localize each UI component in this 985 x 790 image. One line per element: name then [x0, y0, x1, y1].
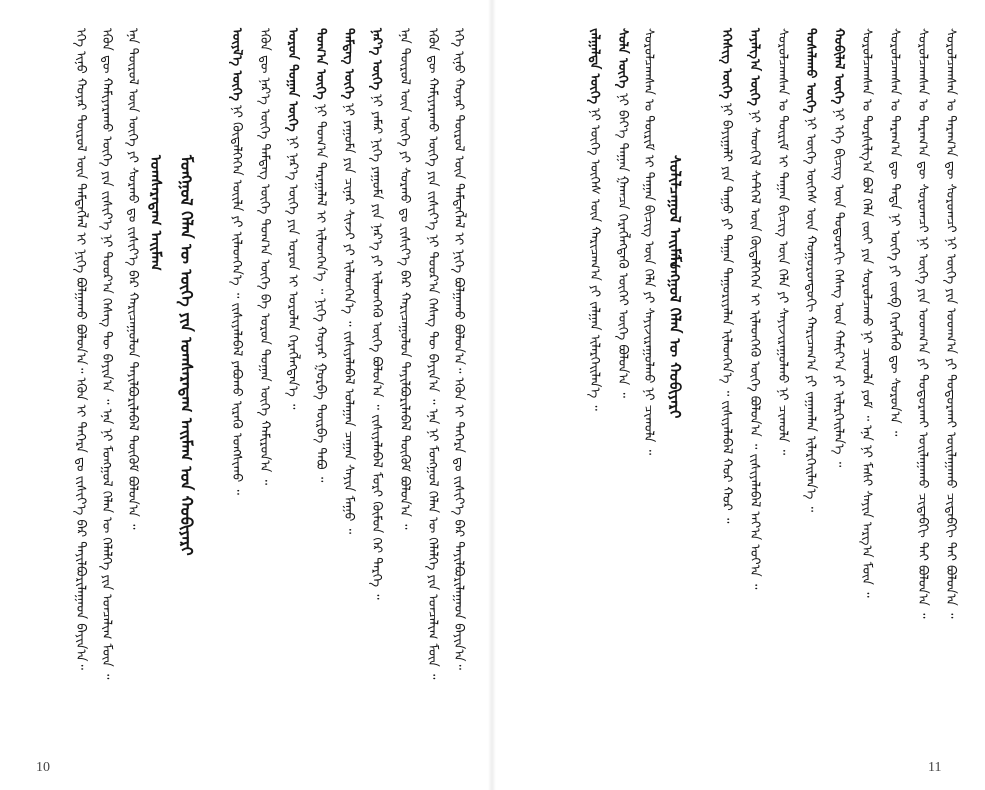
text-column: ᠡᠭᠦᠨ ᠳᠦ ᠨᠡᠷ᠎ᠡ ᠦᠭᠡ ᠲᠡᠮᠳᠡᠭ ᠦᠭᠡ ᠲᠣᠭ᠎ᠠ ᠦᠭᠡ ᠪᠠ ᠣᠷᠣᠨ ᠲᠣᠭᠠᠨ ᠦᠭᠡ ᠬᠠᠮᠢᠷᠤᠨ᠎ᠠ ᠃ [257, 28, 272, 486]
page-number: 10 [36, 760, 50, 775]
text-column: ᠰᠤᠷᠤᠯᠴᠠᠭᠰᠠᠨ ᠤ ᠳᠠᠷᠠᠭ᠎ᠠ ᠳᠦ ᠰᠤᠷᠤᠭᠴᠢ ᠨᠢ ᠦᠭᠡ ᠶᠢᠨ ᠤᠳᠬ᠎ᠠ ᠶᠢ ᠲᠣᠳᠣᠷᠬᠠᠢ ᠣᠢᠯᠠᠭᠠᠬᠤ ᠴᠢᠳᠠᠪᠬᠢ ᠲᠠᠢ ᠪᠣᠯᠤᠨ᠎ᠠ ᠃ [943, 28, 958, 619]
definition: ᠨᠢ ᠲᠣᠭ᠎ᠠ ᠳᠠᠷᠠᠭᠠᠯᠠᠯ ᠢ ᠢᠯᠡᠳᠬᠡᠨ᠎ᠡ ᠃ ᠨᠢᠭᠡ ᠬᠣᠶᠠᠷ ᠭᠤᠷᠪᠠ ᠳᠥᠷᠪᠡ ᠲᠠᠪᠤ ᠃ [313, 103, 328, 483]
section-heading: ᠰᠣᠯᠢᠯᠴᠠᠭᠤᠯ ᠠᠢᠮᠠᠭ [666, 155, 684, 269]
definition: ᠨᠢ ᠶᠠᠮᠠᠷ ᠨᠢᠭᠡ ᠶᠠᠭᠤᠮᠠ ᠶᠢᠨ ᠨᠡᠷ᠎ᠡ ᠶᠢ ᠢᠯᠡᠳᠬᠡᠬᠦ ᠦᠭᠡ ᠪᠣᠯᠤᠨ᠎ᠠ ᠃ ᠵᠢᠱᠢᠶᠡᠯᠡᠪᠡᠯ ᠮᠣᠷᠢ ᠬᠦᠮᠦᠨ ᠭᠡᠷ ᠲᠡᠷᠭᠡ ᠃ [369, 94, 384, 601]
text-column: ᠰᠤᠷᠤᠯᠴᠠᠭᠰᠠᠨ ᠤ ᠳᠠᠷᠠᠭ᠎ᠠ ᠳᠦ ᠰᠤᠷᠤᠭᠴᠢ ᠨᠢ ᠦᠭᠡ ᠶᠢᠨ ᠤᠳᠬ᠎ᠠ ᠶᠢ ᠲᠣᠳᠣᠷᠬᠠᠢ ᠣᠢᠯᠠᠭᠠᠬᠤ ᠴᠢᠳᠠᠪᠬᠢ ᠲᠠᠢ ᠪᠣᠯᠤᠨ᠎ᠠ ᠃ [915, 28, 930, 619]
term: ᠲᠤᠰᠠᠯᠠᠬᠤ ᠦᠭᠡ [803, 28, 818, 114]
term: ᠲᠣᠭ᠎ᠠ ᠦᠭᠡ [313, 28, 328, 100]
text-column [314, 28, 327, 760]
definition: ᠨᠢ ᠶᠠᠭᠤᠮᠠ ᠶᠢᠨ ᠴᠢᠨᠠᠷ ᠱᠢᠨᠵᠢ ᠶᠢ ᠢᠯᠡᠳᠬᠡᠨ᠎ᠡ ᠃ ᠵᠢᠱᠢᠶᠡᠯᠡᠪᠡᠯ ᠤᠯᠠᠭᠠᠨ ᠴᠠᠭᠠᠨ ᠰᠠᠶᠢᠨ ᠮᠠᠭᠤ ᠃ [341, 103, 356, 535]
text-column [230, 28, 243, 760]
text-column [588, 28, 601, 760]
text-column: ᠡᠭᠡ ᠢᠨᠦ ᠬᠣᠶᠠᠷ ᠲᠦᠷᠦᠯ ᠦᠨ ᠲᠡᠮᠳᠡᠭᠯᠡᠯ ᠢ ᠨᠢᠭᠡ ᠪᠣᠯᠭᠠᠬᠤ ᠪᠣᠯᠤᠨ᠎ᠠ᠃ ᠡᠭᠦᠨ ᠢ ᠳᠡᠭᠡᠷᠡ ᠳᠤ ᠵᠢᠱᠢᠶ᠎ᠡ ᠪᠡᠷ ᠲᠠᠶᠢᠯᠪᠤᠷᠢᠯᠠᠭᠠᠳ ᠪᠠᠶᠢᠨ᠎ᠠ᠃ [73, 28, 88, 670]
term: ᠦᠶᠯ᠎ᠡ ᠦᠭᠡ [229, 28, 244, 101]
text-column [748, 28, 761, 760]
definition: ᠨᠢ ᠡᠬᠡ ᠪᠢᠴᠢᠭ ᠦᠨ ᠳᠣᠲᠣᠷᠠᠬᠢ ᠬᠡᠰᠡᠭ ᠦᠨ ᠬᠠᠮᠢᠶ᠎ᠠ ᠶᠢ ᠢᠯᠡᠷᠬᠡᠢᠯᠡᠨ᠎ᠡ ᠃ [831, 108, 846, 468]
term: ᠠᠶᠠᠯᠭ᠎ᠠ ᠦᠭᠡ [747, 28, 762, 106]
left-page [0, 0, 492, 790]
term: ᠲᠡᠮᠳᠡᠭ ᠦᠭᠡ [341, 28, 356, 100]
text-column: ᠡᠭᠡ ᠢᠨᠦ ᠬᠣᠶᠠᠷ ᠲᠦᠷᠦᠯ ᠦᠨ ᠲᠡᠮᠳᠡᠭᠯᠡᠯ ᠢ ᠨᠢᠭᠡ ᠪᠣᠯᠭᠠᠬᠤ ᠪᠣᠯᠤᠨ᠎ᠠ᠃ ᠡᠭᠦᠨ ᠢ ᠳᠡᠭᠡᠷᠡ ᠳᠤ ᠵᠢᠱᠢᠶ᠎ᠡ ᠪᠡᠷ ᠲᠠᠶᠢᠯᠪᠤᠷᠢᠯᠠᠭᠠᠳ ᠪᠠᠶᠢᠨ᠎ᠠ᠃ [451, 28, 466, 670]
text-column [370, 28, 383, 760]
definition: ᠨᠢ ᠰᠡᠳᠬᠢᠯ ᠰᠡᠲᠭᠡᠯ ᠦᠨ ᠬᠥᠳᠡᠯᠭᠡᠭᠡᠨ ᠢ ᠢᠯᠡᠳᠬᠡᠬᠦ ᠦᠭᠡ ᠪᠣᠯᠤᠨ᠎ᠠ ᠃ ᠵᠢᠱᠢᠶᠡᠯᠡᠪᠡᠯ ᠠᠶ᠎ᠠ ᠣᠶ᠎ᠠ ᠃ [747, 110, 762, 590]
term: ᠰᠤᠯᠠ ᠦᠭᠡ [615, 28, 630, 89]
definition: ᠨᠢ ᠦᠭᠡ ᠦᠭᠡᠰ ᠦᠨ ᠬᠣᠭᠣᠷᠣᠨᠳᠣᠬᠢ ᠬᠠᠷᠢᠴᠠᠭ᠎ᠠ ᠶᠢ ᠵᠠᠭᠠᠭᠯᠠᠨ ᠢᠯᠡᠷᠬᠡᠢᠯᠡᠨ᠎ᠡ ᠃ [803, 117, 818, 513]
text-column: ᠰᠤᠷᠤᠯᠴᠠᠭᠰᠠᠨ ᠤ ᠳᠦᠷᠢᠮ ᠢ ᠳᠠᠭᠠᠨ ᠪᠢᠴᠢᠭ ᠦᠨ ᠬᠡᠯᠡ ᠶᠢ ᠰᠠᠶᠢᠵᠢᠷᠠᠭᠤᠯᠬᠤ ᠨᠢ ᠴᠢᠬᠤᠯᠠ ᠃ [775, 28, 790, 456]
term: ᠵᠠᠯᠭᠠᠯᠲᠠ ᠦᠭᠡ [587, 28, 602, 104]
section-heading: ᠮᠣᠩᠭᠣᠯ ᠬᠡᠯᠡᠨ ᠦ ᠬᠤᠪᠢᠶᠠᠷᠢ [666, 255, 684, 419]
definition: ᠨᠢ ᠬᠥᠳᠡᠯᠭᠡᠭᠡᠨ ᠦᠢᠯᠡ ᠶᠢ ᠢᠯᠡᠳᠬᠡᠨ᠎ᠡ ᠃ ᠵᠢᠱᠢᠶᠡᠯᠡᠪᠡᠯ ᠶᠠᠪᠤᠬᠤ ᠢᠷᠡᠬᠦ ᠤᠩᠱᠢᠬᠤ ᠃ [229, 105, 244, 495]
definition: ᠨᠢ ᠪᠡᠶ᠎ᠡ ᠳᠠᠭᠠᠨ ᠭᠠᠭᠴᠠ ᠬᠡᠷᠡᠭᠯᠡᠭᠳᠡᠬᠦ ᠦᠭᠡᠢ ᠦᠭᠡ ᠪᠣᠯᠤᠨ᠎ᠠ ᠃ [615, 92, 630, 398]
term: ᠨᠡᠷ᠎ᠡ ᠦᠭᠡ [369, 28, 384, 91]
section-title: ᠮᠣᠩᠭᠣᠯ ᠬᠡᠯᠡᠨ ᠦ ᠦᠭᠡ ᠶᠢᠨ ᠤᠭᠰᠠᠷᠠᠳᠠᠭ ᠠᠢᠮᠠᠭ ᠤᠨ ᠬᠤᠪᠢᠶᠠᠷᠢ [177, 155, 196, 556]
term: ᠣᠷᠣᠨ ᠲᠣᠭᠠᠨ ᠦᠭᠡ [285, 28, 300, 132]
text-column [804, 28, 817, 760]
text-column: ᠰᠤᠷᠤᠯᠴᠠᠭᠰᠠᠨ ᠤ ᠲᠤᠷᠰᠢᠯᠭ᠎ᠠ ᠪᠣᠯ ᠬᠡᠯᠡ ᠵᠦᠢ ᠶᠢᠨ ᠰᠤᠷᠤᠯᠴᠠᠬᠤ ᠨᠢ ᠴᠢᠬᠤᠯᠠ ᠶᠤᠮ ᠃ ᠡᠨᠡ ᠨᠢ ᠮᠠᠰᠢ ᠰᠠᠶᠢᠨ ᠠᠷᠭ᠎ᠠ ᠮᠥᠨ ᠃ [859, 28, 874, 598]
term: ᠡᠭᠡᠰᠢᠭ ᠦᠭᠡ [719, 28, 734, 99]
text-column [832, 28, 845, 760]
text-column: ᠰᠤᠷᠤᠯᠴᠠᠭᠰᠠᠨ ᠤ ᠳᠠᠷᠠᠭ᠎ᠠ ᠳᠦ ᠲᠡᠳᠡ ᠨᠢ ᠦᠭᠡ ᠶᠢ ᠵᠦᠪ ᠬᠡᠷᠡᠭᠯᠡᠬᠦ ᠳᠦ ᠰᠤᠷᠤᠨ᠎ᠠ ᠃ [887, 28, 902, 437]
right-page [492, 0, 985, 790]
definition: ᠨᠢ ᠦᠭᠡ ᠦᠭᠡᠰ ᠦᠨ ᠬᠠᠷᠢᠴᠠᠭ᠎ᠠ ᠶᠢ ᠵᠠᠯᠭᠠᠨ ᠢᠯᠡᠷᠬᠡᠢᠯᠡᠨ᠎ᠡ ᠃ [587, 108, 602, 412]
text-column [286, 28, 299, 760]
definition: ᠨᠢ ᠨᠡᠷ᠎ᠡ ᠦᠭᠡ ᠶᠢᠨ ᠣᠷᠣᠨ ᠢ ᠣᠷᠣᠯᠠᠨ ᠬᠡᠷᠡᠭᠯᠡᠭᠳᠡᠨ᠎ᠡ ᠃ [285, 135, 300, 410]
text-column [342, 28, 355, 760]
definition: ᠨᠢ ᠪᠠᠶᠢᠭᠠᠯᠢ ᠶᠢᠨ ᠳᠠᠭᠤ ᠶᠢ ᠳᠠᠭᠠᠨ ᠳᠠᠭᠤᠷᠢᠶᠠᠯᠠᠨ ᠢᠯᠡᠳᠬᠡᠨ᠎ᠡ ᠃ ᠵᠢᠱᠢᠶᠡᠯᠡᠪᠡᠯ ᠬᠣᠷ ᠬᠣᠷ ᠃ [719, 102, 734, 524]
text-column: ᠰᠤᠷᠤᠯᠴᠠᠭᠰᠠᠨ ᠤ ᠳᠦᠷᠢᠮ ᠢ ᠳᠠᠭᠠᠨ ᠪᠢᠴᠢᠭ ᠦᠨ ᠬᠡᠯᠡ ᠶᠢ ᠰᠠᠶᠢᠵᠢᠷᠠᠭᠤᠯᠬᠤ ᠨᠢ ᠴᠢᠬᠤᠯᠠ ᠃ [641, 28, 656, 456]
text-column [616, 28, 629, 760]
text-column: ᠡᠭᠦᠨ ᠳᠦ ᠬᠠᠮᠢᠶᠠᠷᠠᠬᠤ ᠦᠭᠡ ᠶᠢᠨ ᠵᠢᠱᠢᠶ᠎ᠡ ᠨᠢ ᠳᠣᠣᠷ᠎ᠠ ᠬᠡᠰᠡᠭ ᠲᠦ ᠪᠠᠶᠢᠨ᠎ᠠ ᠃ ᠡᠨᠡ ᠨᠢ ᠮᠣᠩᠭᠣᠯ ᠬᠡᠯᠡᠨ ᠦ ᠬᠡᠯᠡᠯᠭᠡ ᠶᠢᠨ ᠣᠨᠴᠠᠯᠢᠭ ᠮᠦᠨ ᠃ [99, 28, 114, 680]
page-number: 11 [928, 760, 942, 775]
term: ᠬᠤᠪᠢᠯᠠᠯ ᠦᠭᠡ [831, 28, 846, 105]
section-subtitle: ᠤᠭᠰᠠᠷᠠᠳᠠᠭ ᠠᠢᠮᠠᠭ [147, 155, 165, 271]
text-column: ᠡᠨᠡ ᠲᠦᠷᠦᠯ ᠦᠨ ᠦᠭᠡ ᠶᠢ ᠰᠤᠷᠬᠤ ᠳᠤ ᠵᠢᠱᠢᠶ᠎ᠡ ᠪᠡᠷ ᠬᠠᠷᠢᠴᠠᠭᠤᠯᠤᠨ ᠲᠠᠶᠢᠯᠪᠤᠷᠢᠯᠠᠪᠠᠯ ᠳᠥᠭᠥᠮ ᠪᠣᠯᠤᠨ᠎ᠠ ᠃ [397, 28, 412, 530]
text-column [720, 28, 733, 760]
text-column: ᠡᠨᠡ ᠲᠦᠷᠦᠯ ᠦᠨ ᠦᠭᠡ ᠶᠢ ᠰᠤᠷᠬᠤ ᠳᠤ ᠵᠢᠱᠢᠶ᠎ᠡ ᠪᠡᠷ ᠬᠠᠷᠢᠴᠠᠭᠤᠯᠤᠨ ᠲᠠᠶᠢᠯᠪᠤᠷᠢᠯᠠᠪᠠᠯ ᠳᠥᠭᠥᠮ ᠪᠣᠯᠤᠨ᠎ᠠ ᠃ [125, 28, 140, 530]
text-column: ᠡᠭᠦᠨ ᠳᠦ ᠬᠠᠮᠢᠶᠠᠷᠠᠬᠤ ᠦᠭᠡ ᠶᠢᠨ ᠵᠢᠱᠢᠶ᠎ᠡ ᠨᠢ ᠳᠣᠣᠷ᠎ᠠ ᠬᠡᠰᠡᠭ ᠲᠦ ᠪᠠᠶᠢᠨ᠎ᠠ ᠃ ᠡᠨᠡ ᠨᠢ ᠮᠣᠩᠭᠣᠯ ᠬᠡᠯᠡᠨ ᠦ ᠬᠡᠯᠡᠯᠭᠡ ᠶᠢᠨ ᠣᠨᠴᠠᠯᠢᠭ ᠮᠦᠨ ᠃ [425, 28, 440, 680]
